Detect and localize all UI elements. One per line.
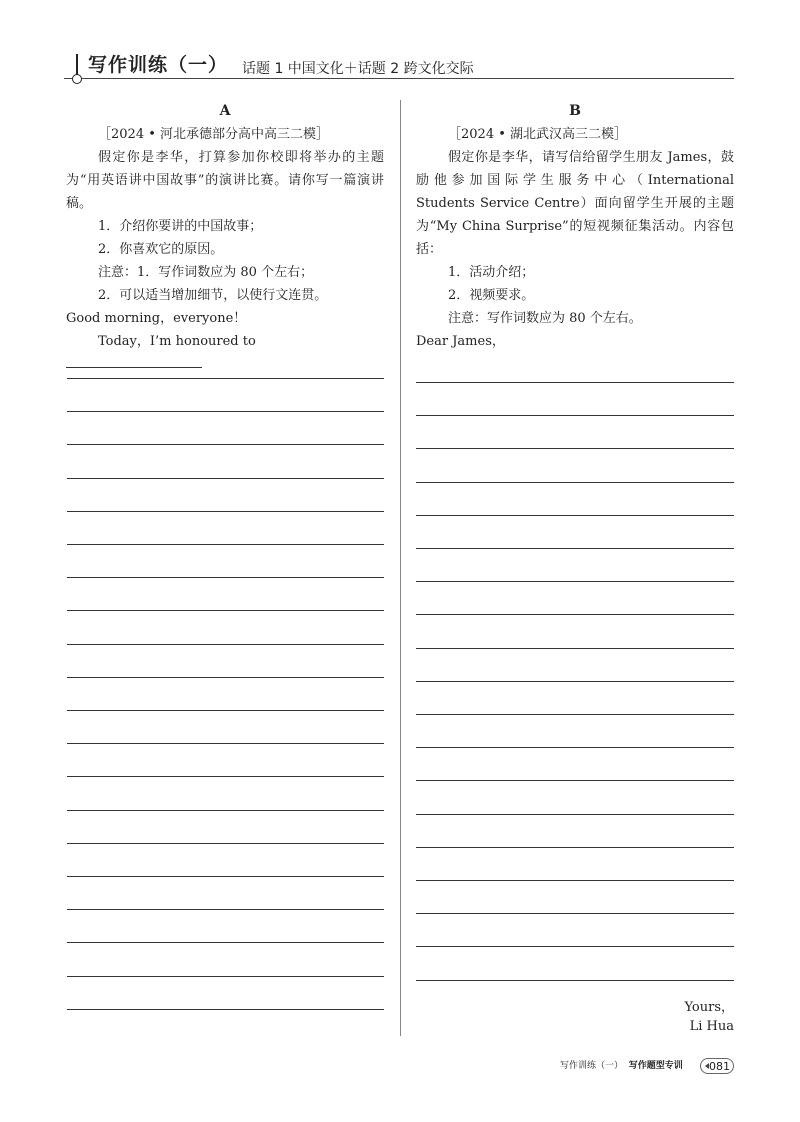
page-title: 写作训练（一） [88, 54, 229, 76]
writing-line[interactable] [416, 515, 734, 516]
writing-line[interactable] [416, 747, 734, 748]
section-b-point-2: 2．视频要求。 [448, 288, 535, 303]
writing-line[interactable] [67, 710, 384, 711]
writing-line[interactable] [67, 544, 384, 545]
page-topic: 话题 1 中国文化＋话题 2 跨文化交际 [242, 61, 474, 77]
section-b-salutation: Dear James， [416, 334, 505, 349]
writing-line[interactable] [416, 980, 734, 981]
letter-signature: Li Hua [689, 1019, 734, 1034]
writing-line[interactable] [67, 610, 384, 611]
writing-line[interactable] [416, 780, 734, 781]
writing-line[interactable] [416, 847, 734, 848]
section-a-start-line [66, 330, 384, 376]
writing-line[interactable] [416, 415, 734, 416]
section-a-source: ［2024 • 河北承德部分高中高三二模］ [98, 127, 330, 142]
section-a-point-2: 2．你喜欢它的原因。 [98, 242, 224, 257]
writing-line[interactable] [67, 743, 384, 744]
writing-line[interactable] [67, 942, 384, 943]
section-a-label: A [219, 103, 231, 119]
column-divider [400, 100, 401, 1036]
section-b-prompt: 假定你是李华，请写信给留学生朋友 James，鼓励他参加国际学生服务中心（International Students Service Centre）面向留学生开展的主题为“My China Surprise”的短视频征集活动。内容包括： [416, 150, 734, 257]
section-b-point-1: 1．活动介绍； [448, 265, 535, 280]
writing-line[interactable] [67, 677, 384, 678]
page-footer [560, 1058, 683, 1071]
section-a-note-2: 2．可以适当增加细节，以使行文连贯。 [98, 288, 328, 303]
arrow-left-icon [705, 1063, 709, 1069]
writing-line[interactable] [67, 511, 384, 512]
writing-line[interactable] [67, 876, 384, 877]
footer-bold-label: 写作题型专训 [628, 1061, 683, 1071]
writing-line[interactable] [67, 378, 384, 379]
section-b-source: ［2024 • 湖北武汉高三二模］ [448, 127, 628, 142]
writing-line[interactable] [416, 581, 734, 582]
section-a-greeting: Good morning，everyone！ [66, 311, 247, 326]
header-marker [76, 54, 78, 76]
writing-line[interactable] [67, 478, 384, 479]
section-a-note-1: 注意：1．写作词数应为 80 个左右； [98, 265, 314, 280]
section-b [416, 100, 734, 353]
writing-line[interactable] [67, 776, 384, 777]
writing-line[interactable] [416, 880, 734, 881]
page-number: 081 [709, 1060, 730, 1073]
footer-label: 写作训练（一） [560, 1061, 624, 1071]
writing-line[interactable] [416, 382, 734, 383]
writing-line[interactable] [67, 976, 384, 977]
page-number-badge [700, 1058, 734, 1074]
letter-closing: Yours， [684, 1000, 734, 1015]
writing-line[interactable] [416, 548, 734, 549]
writing-line[interactable] [416, 946, 734, 947]
writing-line[interactable] [416, 714, 734, 715]
section-a [66, 100, 384, 376]
writing-line[interactable] [416, 681, 734, 682]
section-a-start-blank[interactable] [66, 353, 202, 368]
writing-line[interactable] [67, 444, 384, 445]
writing-line[interactable] [67, 411, 384, 412]
writing-line[interactable] [67, 1009, 384, 1010]
writing-line[interactable] [416, 482, 734, 483]
section-a-prompt: 假定你是李华，打算参加你校即将举办的主题为“用英语讲中国故事”的演讲比赛。请你写一篇演讲稿。 [66, 150, 384, 211]
section-a-point-1: 1．介绍你要讲的中国故事； [98, 219, 263, 234]
writing-line[interactable] [67, 577, 384, 578]
section-b-label: B [569, 103, 581, 119]
writing-line[interactable] [416, 448, 734, 449]
section-b-note: 注意：写作词数应为 80 个左右。 [448, 311, 642, 326]
section-a-start-text: Today，I’m honoured to [98, 334, 256, 349]
writing-line[interactable] [416, 614, 734, 615]
writing-line[interactable] [67, 810, 384, 811]
writing-line[interactable] [67, 644, 384, 645]
writing-line[interactable] [416, 814, 734, 815]
header-circle-icon [72, 74, 82, 84]
writing-line[interactable] [416, 648, 734, 649]
writing-line[interactable] [416, 913, 734, 914]
writing-line[interactable] [67, 909, 384, 910]
writing-line[interactable] [67, 843, 384, 844]
page-header [64, 48, 734, 79]
